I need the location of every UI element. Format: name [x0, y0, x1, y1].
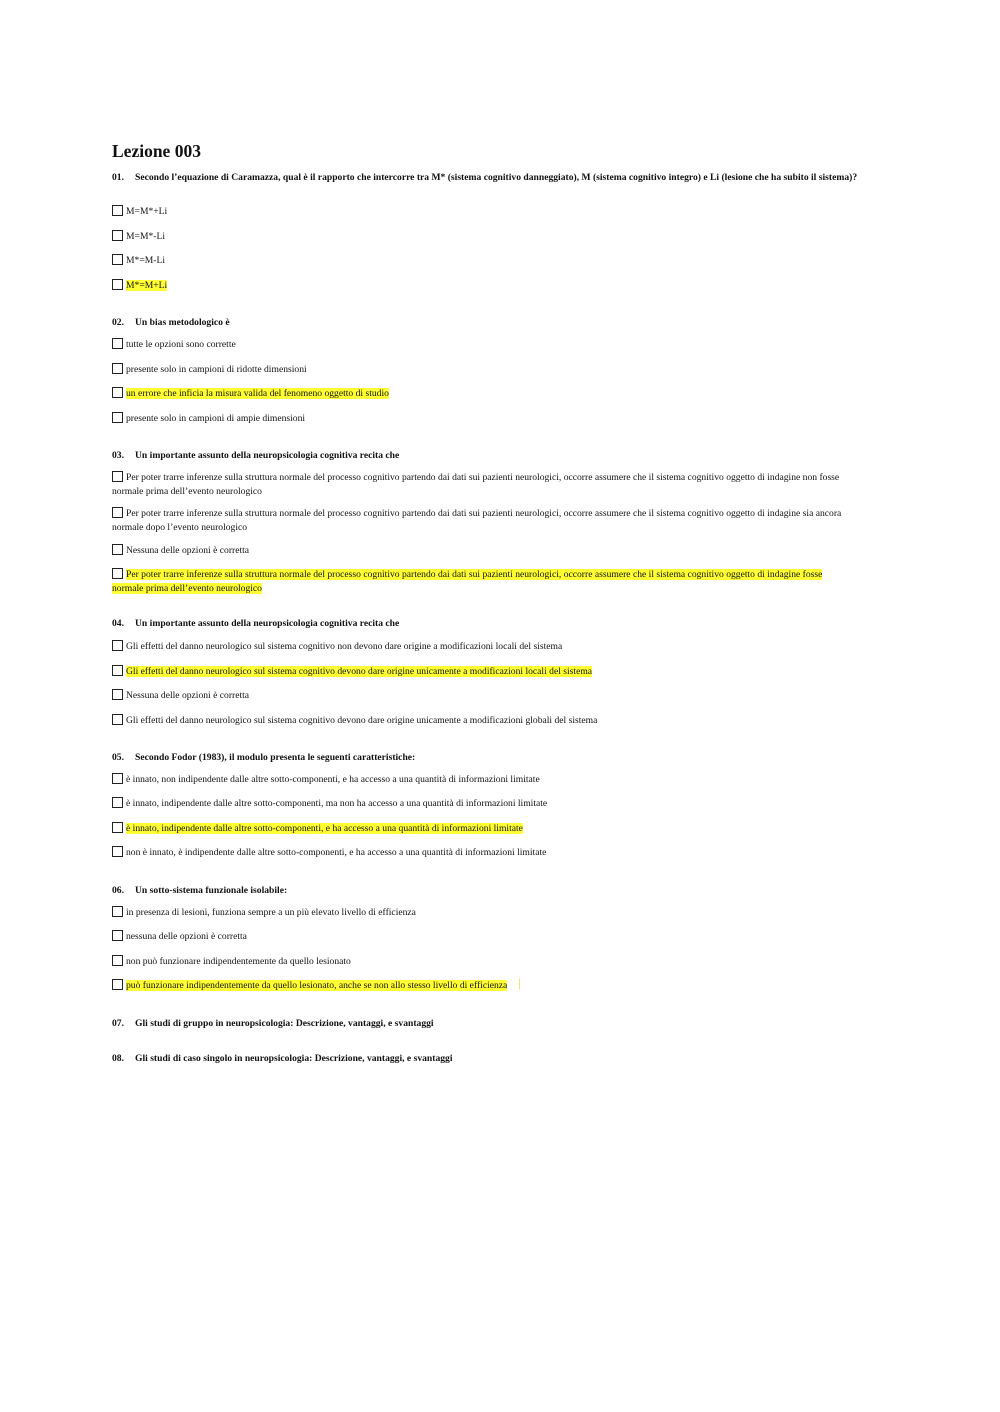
checkbox[interactable]: [112, 279, 123, 290]
question-text: Un bias metodologico è: [135, 317, 230, 328]
option-label: Per poter trarre inferenze sulla struttura normale del processo cognitivo partendo dai dati sui pazienti neurologici, occorre assumere che il sistema cognitivo oggetto di indagine sia ancora normale dopo l’evento neurologico: [112, 508, 842, 533]
question-text: Gli studi di gruppo in neuropsicologia: Descrizione, vantaggi, e svantaggi: [135, 1018, 434, 1029]
option-label: non è innato, è indipendente dalle altre sotto-componenti, e ha accesso a una quantità di informazioni limitate: [126, 847, 547, 858]
option-label: presente solo in campioni di ridotte dimensioni: [126, 364, 307, 375]
question-05-option-3[interactable]: [112, 822, 852, 836]
question-05-option-2[interactable]: [112, 797, 852, 811]
checkbox[interactable]: [112, 797, 123, 808]
question-06-option-3[interactable]: [112, 955, 852, 969]
checkbox[interactable]: [112, 507, 123, 518]
checkbox[interactable]: [112, 338, 123, 349]
question-03-option-1[interactable]: [112, 471, 847, 498]
option-label: è innato, indipendente dalle altre sotto-componenti, ma non ha accesso a una quantità di informazioni limitate: [126, 798, 548, 809]
question-text: Un importante assunto della neuropsicologia cognitiva recita che: [135, 618, 400, 629]
option-label: M=M*+Li: [126, 206, 168, 217]
question-02-title: [112, 317, 884, 329]
question-text: Secondo Fodor (1983), il modulo presenta le seguenti caratteristiche:: [135, 752, 416, 763]
question-05-title: [112, 752, 884, 764]
question-03-title: [112, 450, 884, 462]
option-label-highlighted: può funzionare indipendentemente da quello lesionato, anche se non allo stesso livello di efficienza: [126, 980, 508, 991]
question-text: Gli studi di caso singolo in neuropsicologia: Descrizione, vantaggi, e svantaggi: [135, 1053, 453, 1064]
option-label: in presenza di lesioni, funziona sempre a un più elevato livello di efficienza: [126, 907, 416, 918]
option-label-highlighted: è innato, indipendente dalle altre sotto-componenti, e ha accesso a una quantità di informazioni limitate: [126, 823, 523, 834]
checkbox[interactable]: [112, 640, 123, 651]
question-07-title: [112, 1018, 884, 1030]
question-04-option-1[interactable]: [112, 640, 852, 654]
checkbox[interactable]: [112, 568, 123, 579]
checkbox[interactable]: [112, 205, 123, 216]
question-03-option-4[interactable]: [112, 568, 847, 595]
question-01-option-2[interactable]: [112, 230, 852, 244]
question-02-option-1[interactable]: [112, 338, 852, 352]
checkbox[interactable]: [112, 412, 123, 423]
question-05-option-1[interactable]: [112, 773, 852, 787]
lesson-title: Lezione 003: [112, 141, 201, 161]
question-06-option-4[interactable]: [112, 979, 852, 993]
question-number: 04.: [112, 618, 124, 629]
option-label: M*=M-Li: [126, 255, 165, 266]
question-03-option-2[interactable]: [112, 507, 847, 534]
option-label-highlighted: Gli effetti del danno neurologico sul sistema cognitivo devono dare origine unicamente a modificazioni locali del sistema: [126, 666, 593, 677]
option-label: nessuna delle opzioni è corretta: [126, 931, 247, 942]
question-04-title: [112, 618, 884, 630]
question-02-option-4[interactable]: [112, 412, 852, 426]
question-text: Un sotto-sistema funzionale isolabile:: [135, 885, 288, 896]
checkbox[interactable]: [112, 230, 123, 241]
question-02-option-3[interactable]: [112, 387, 852, 401]
checkbox[interactable]: [112, 544, 123, 555]
checkbox[interactable]: [112, 822, 123, 833]
question-01-title: [112, 172, 884, 184]
question-number: 03.: [112, 450, 124, 461]
question-04-option-4[interactable]: [112, 714, 852, 728]
question-number: 01.: [112, 172, 124, 183]
option-label: Nessuna delle opzioni è corretta: [126, 690, 250, 701]
checkbox[interactable]: [112, 689, 123, 700]
option-label-highlighted: un errore che inficia la misura valida del fenomeno oggetto di studio: [126, 388, 389, 399]
question-06-option-1[interactable]: [112, 906, 852, 920]
option-label-highlighted: M*=M+Li: [126, 280, 168, 291]
question-03-option-3[interactable]: [112, 544, 852, 558]
checkbox[interactable]: [112, 665, 123, 676]
question-04-option-2[interactable]: [112, 665, 852, 679]
option-label: tutte le opzioni sono corrette: [126, 339, 236, 350]
cursor-mark: [511, 979, 520, 989]
checkbox[interactable]: [112, 714, 123, 725]
checkbox[interactable]: [112, 955, 123, 966]
question-06-option-2[interactable]: [112, 930, 852, 944]
checkbox[interactable]: [112, 906, 123, 917]
question-08-title: [112, 1053, 884, 1065]
option-label: Gli effetti del danno neurologico sul sistema cognitivo devono dare origine unicamente a modificazioni globali del sistema: [126, 715, 598, 726]
option-label: è innato, non indipendente dalle altre sotto-componenti, e ha accesso a una quantità di informazioni limitate: [126, 774, 540, 785]
question-04-option-3[interactable]: [112, 689, 852, 703]
question-06-title: [112, 885, 884, 897]
question-01-option-3[interactable]: [112, 254, 852, 268]
checkbox[interactable]: [112, 930, 123, 941]
checkbox[interactable]: [112, 846, 123, 857]
question-number: 06.: [112, 885, 124, 896]
question-text: Secondo l’equazione di Caramazza, qual è il rapporto che intercorre tra M* (sistema cognitivo danneggiato), M (sistema cognitivo integro) e Li (lesione che ha subito il sistema)?: [135, 172, 858, 183]
question-02-option-2[interactable]: [112, 363, 852, 377]
checkbox[interactable]: [112, 387, 123, 398]
question-number: 02.: [112, 317, 124, 328]
option-label: Nessuna delle opzioni è corretta: [126, 545, 250, 556]
question-number: 05.: [112, 752, 124, 763]
checkbox[interactable]: [112, 363, 123, 374]
checkbox[interactable]: [112, 773, 123, 784]
option-label-highlighted: Per poter trarre inferenze sulla struttura normale del processo cognitivo partendo dai dati sui pazienti neurologici, occorre assumere che il sistema cognitivo oggetto di indagine fosse normale prima dell’evento neurologico: [112, 569, 823, 594]
option-label: Gli effetti del danno neurologico sul sistema cognitivo non devono dare origine a modificazioni locali del sistema: [126, 641, 563, 652]
checkbox[interactable]: [112, 979, 123, 990]
checkbox[interactable]: [112, 254, 123, 265]
option-label: presente solo in campioni di ampie dimensioni: [126, 413, 306, 424]
checkbox[interactable]: [112, 471, 123, 482]
option-label: M=M*-Li: [126, 231, 165, 242]
question-01-option-1[interactable]: [112, 205, 852, 219]
option-label: Per poter trarre inferenze sulla struttura normale del processo cognitivo partendo dai dati sui pazienti neurologici, occorre assumere che il sistema cognitivo oggetto di indagine non fosse normale prima dell’evento neurologico: [112, 472, 840, 497]
question-01-option-4[interactable]: [112, 279, 852, 293]
question-number: 08.: [112, 1053, 124, 1064]
question-05-option-4[interactable]: [112, 846, 852, 860]
question-text: Un importante assunto della neuropsicologia cognitiva recita che: [135, 450, 400, 461]
option-label: non può funzionare indipendentemente da quello lesionato: [126, 956, 351, 967]
question-number: 07.: [112, 1018, 124, 1029]
